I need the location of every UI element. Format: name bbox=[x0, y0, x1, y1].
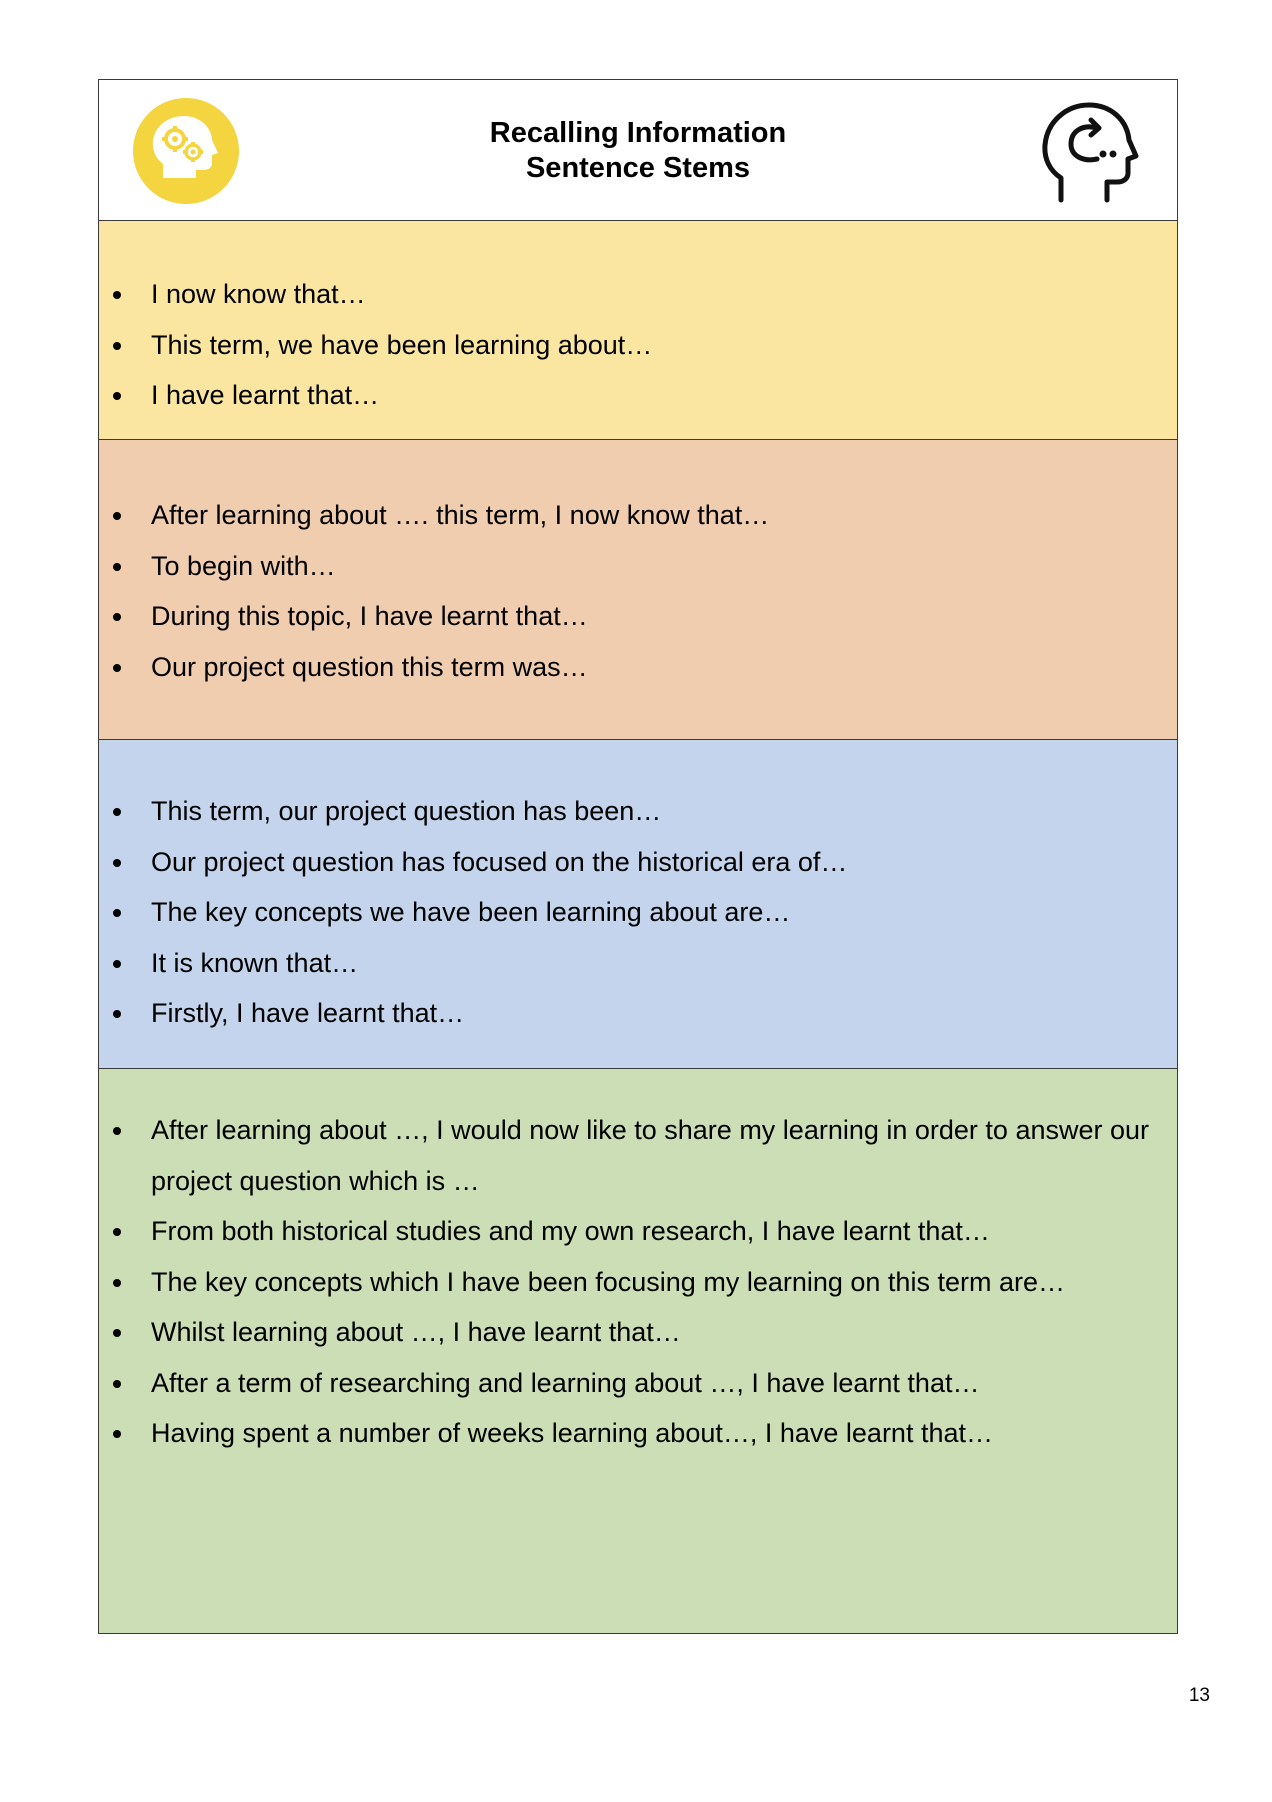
title-line-2: Sentence Stems bbox=[525, 152, 751, 184]
stems-section-4 bbox=[99, 1069, 1177, 1633]
list-item: Firstly, I have learnt that… bbox=[99, 988, 1177, 1039]
stems-list-4 bbox=[99, 1105, 1177, 1459]
list-item: The key concepts which I have been focusing my learning on this term are… bbox=[99, 1257, 1177, 1308]
list-item: This term, our project question has been… bbox=[99, 786, 1177, 837]
sheet-header bbox=[99, 80, 1177, 221]
list-item: The key concepts we have been learning about are… bbox=[99, 887, 1177, 938]
list-item: Our project question has focused on the historical era of… bbox=[99, 837, 1177, 888]
stems-list-3 bbox=[99, 786, 1177, 1039]
list-item: After a term of researching and learning about …, I have learnt that… bbox=[99, 1358, 1177, 1409]
page-number: 13 bbox=[1188, 1685, 1210, 1706]
page-title bbox=[99, 116, 1177, 186]
list-item: After learning about …, I would now like to share my learning in order to answer our project question which is … bbox=[99, 1105, 1177, 1206]
list-item: After learning about …. this term, I now know that… bbox=[99, 490, 1177, 541]
sentence-stems-sheet bbox=[98, 79, 1178, 1634]
stems-section-1 bbox=[99, 221, 1177, 440]
list-item: From both historical studies and my own research, I have learnt that… bbox=[99, 1206, 1177, 1257]
stems-list-2 bbox=[99, 490, 1177, 692]
stems-section-2 bbox=[99, 440, 1177, 740]
list-item: I have learnt that… bbox=[99, 370, 1177, 421]
stems-section-3 bbox=[99, 740, 1177, 1069]
title-line-1: Recalling Information bbox=[489, 117, 787, 149]
list-item: Whilst learning about …, I have learnt that… bbox=[99, 1307, 1177, 1358]
list-item: During this topic, I have learnt that… bbox=[99, 591, 1177, 642]
list-item: It is known that… bbox=[99, 938, 1177, 989]
list-item: To begin with… bbox=[99, 541, 1177, 592]
list-item: Having spent a number of weeks learning about…, I have learnt that… bbox=[99, 1408, 1177, 1459]
list-item: I now know that… bbox=[99, 269, 1177, 320]
stems-list-1 bbox=[99, 269, 1177, 421]
list-item: This term, we have been learning about… bbox=[99, 320, 1177, 371]
head-recall-arrow-icon bbox=[1039, 98, 1143, 204]
list-item: Our project question this term was… bbox=[99, 642, 1177, 693]
